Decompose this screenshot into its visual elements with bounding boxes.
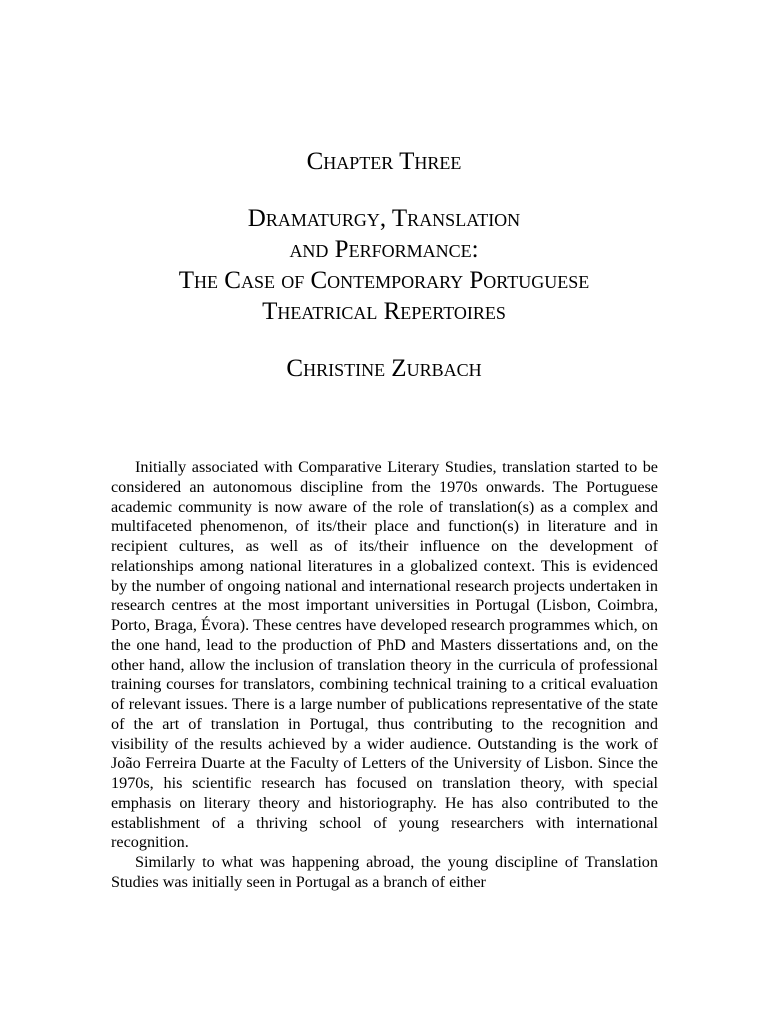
- chapter-title: [0, 203, 768, 327]
- paragraph: Initially associated with Comparative Literary Studies, translation started to be considered an autonomous discipline from the 1970s onwards. The Portuguese academic community is now aware of the role of translation(s) as a complex and multifaceted phenomenon, of its/their place and function(s) in literature and in recipient cultures, as well as of its/their influence on the development of relationships among national literatures in a globalized context. This is evidenced by the number of ongoing national and international research projects undertaken in research centres at the most important universities in Portugal (Lisbon, Coimbra, Porto, Braga, Évora). These centres have developed research programmes which, on the one hand, lead to the production of PhD and Masters dissertations and, on the other hand, allow the inclusion of translation theory in the curricula of professional training courses for translators, combining technical training to a critical evaluation of relevant issues. There is a large number of publications representative of the state of the art of translation in Portugal, thus contributing to the recognition and visibility of the results achieved by a wider audience. Outstanding is the work of João Ferreira Duarte at the Faculty of Letters of the University of Lisbon. Since the 1970s, his scientific research has focused on translation theory, with special emphasis on literary theory and historiography. He has also contributed to the establishment of a thriving school of young researchers with international recognition.: [111, 458, 658, 852]
- chapter-title-line: and Performance:: [289, 236, 479, 263]
- chapter-label: Chapter Three: [306, 148, 462, 175]
- paragraph: Similarly to what was happening abroad, the young discipline of Translation Studies was initially seen in Portugal as a branch of either: [111, 853, 658, 891]
- chapter-title-line: The Case of Contemporary Portuguese: [178, 267, 590, 294]
- body-text: [111, 458, 658, 893]
- chapter-title-line: Theatrical Repertoires: [262, 298, 506, 325]
- chapter-title-line: Dramaturgy, Translation: [247, 205, 521, 232]
- author-name: Christine Zurbach: [286, 355, 482, 382]
